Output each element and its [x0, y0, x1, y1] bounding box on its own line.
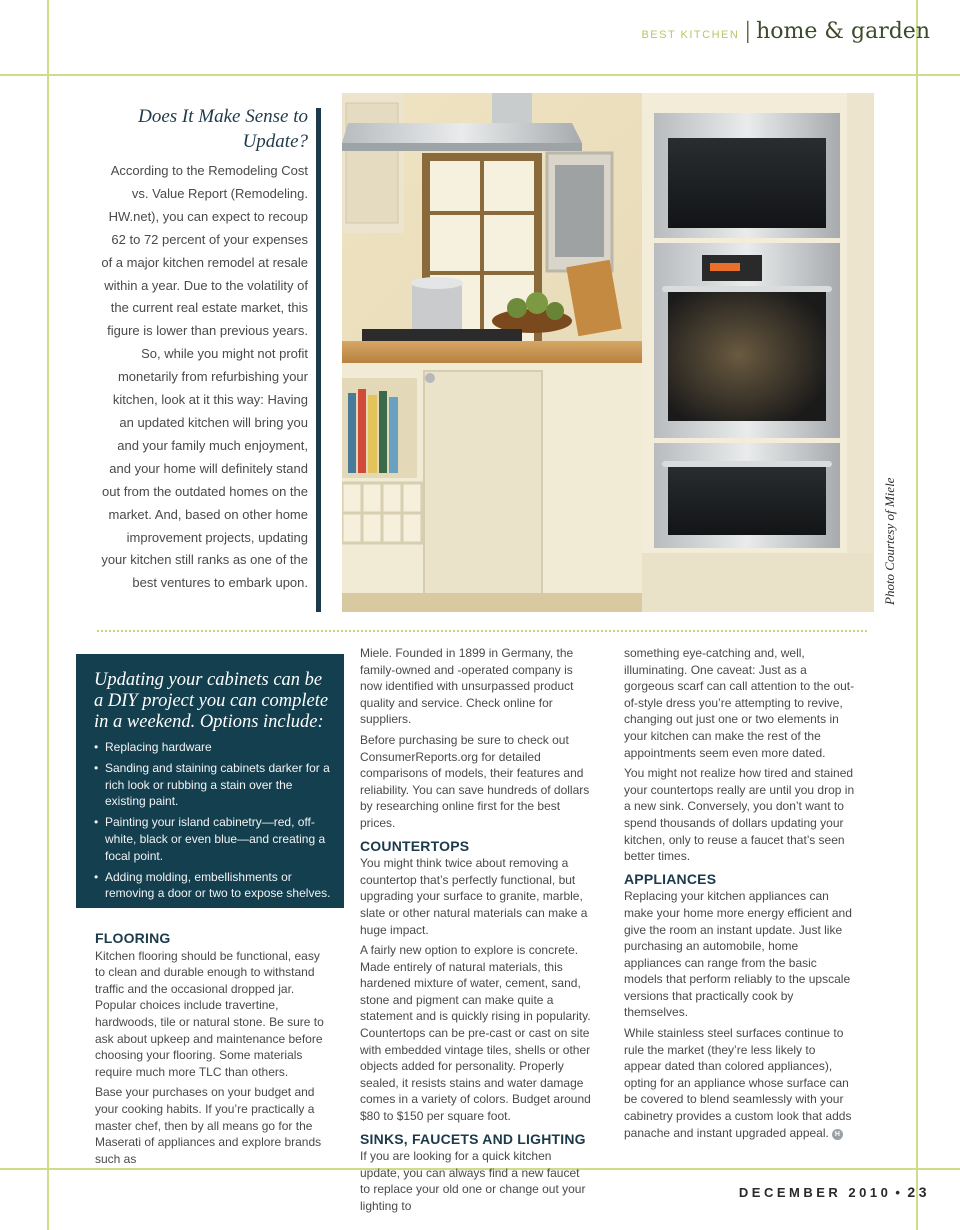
paragraph: You might think twice about removing a countertop that’s perfectly functional, but upgrading your surface to granite, marble, slate or other natural materials can make a huge impact.	[360, 856, 588, 937]
cabinet-tips-box	[76, 654, 344, 908]
dotted-divider	[97, 630, 867, 632]
sidebar-accent-rule	[316, 108, 321, 612]
kitchen-photo	[342, 93, 874, 612]
article-column-2	[360, 645, 592, 1219]
page-header	[641, 18, 930, 45]
paragraph	[624, 1025, 856, 1141]
section-heading-countertops: COUNTERTOPS	[360, 837, 470, 854]
folio-bullet: •	[895, 1185, 904, 1200]
left-frame-line	[47, 0, 49, 1230]
section-heading-flooring: FLOORING	[95, 930, 171, 946]
paragraph: Miele. Founded in 1899 in Germany, the family-owned and -operated company is now identified with unsurpassed product quality and service. Check online for suppliers.	[360, 646, 574, 727]
photo-credit: Photo Courtesy of Miele	[882, 477, 897, 605]
magazine-section-title: home & garden	[756, 19, 930, 44]
header-separator: |	[745, 18, 751, 44]
paragraph: Base your purchases on your budget and your cooking habits. If you’re practically a master chef, then by all means go for the Maserati of appliances and explore brands such as	[95, 1085, 322, 1166]
section-heading-sinks: SINKS, FAUCETS AND LIGHTING	[360, 1130, 586, 1147]
paragraph-text: While stainless steel surfaces continue to rule the market (they’re less likely to appear dated than colored appliances), opting for an appliance whose surface can be covered to blend seamlessly with your cabinetry provides a custom look that adds panache and instant upgraded appeal.	[624, 1026, 852, 1140]
cabinet-tips-list	[94, 739, 332, 902]
paragraph: If you are looking for a quick kitchen update, you can always find a new faucet to replace your old one or change out your lighting to	[360, 1149, 586, 1213]
kitchen-illustration	[342, 93, 874, 612]
issue-date: DECEMBER 2010	[738, 1185, 892, 1200]
paragraph: Kitchen flooring should be functional, easy to clean and durable enough to withstand traffic and the occasional dropped jar. Popular choices include travertine, hardwoods, tile or natural stone. Be sure to ask about upkeep and maintenance before choosing your flooring. Some materials require much more TLC than others.	[95, 948, 324, 1079]
list-item: • Replacing hardware	[94, 739, 332, 756]
section-heading-appliances: APPLIANCES	[624, 870, 717, 887]
article-column-3	[624, 645, 856, 1145]
sidebar	[100, 104, 308, 595]
list-item: • Painting your island cabinetry—red, off-white, black or even blue—and creating a focal point.	[94, 814, 332, 864]
page-number: 23	[907, 1184, 930, 1200]
right-frame-line	[916, 0, 918, 1230]
end-mark-icon: H	[832, 1129, 843, 1140]
top-frame-line	[0, 74, 960, 76]
list-item: • Adding molding, embellishments or removing a door or two to expose shelves.	[94, 869, 332, 903]
paragraph: Replacing your kitchen appliances can make your home more energy efficient and give the room an instant update. Just like purchasing an automobile, home appliances can range from the basic models that perform reliably to the upscale versions that practically cook by themselves.	[624, 889, 852, 1020]
section-label: BEST KITCHEN	[641, 29, 740, 41]
list-item: • Sanding and staining cabinets darker for a rich look or rubbing a stain over the existing paint.	[94, 760, 332, 810]
paragraph: A fairly new option to explore is concrete. Made entirely of natural materials, this hardened mixture of water, cement, sand, stone and pigment can make quite a statement and is quickly rising in popularity. Countertops can be pre-cast or cast on site with embedded vintage tiles, shells or other objects added for personality. Properly sealed, it resists stains and water damage comes in a variety of colors. Budget around $80 to $150 per square foot.	[360, 943, 591, 1124]
sidebar-body: According to the Remodeling Cost vs. Value Report (Remodeling. HW.net), you can expect to recoup 62 to 72 percent of your expenses of a major kitchen remodel at resale within a year. Due to the volatility of the current real estate market, this figure is lower than previous years. So, while you might not profit monetarily from refurbishing your kitchen, look at it this way: Having an updated kitchen will bring you and your family much enjoyment, and your home will definitely stand out from the outdated homes on the market. And, based on other home improvement projects, updating your kitchen still ranks as one of the best ventures to embark upon.	[101, 163, 308, 591]
cabinet-tips-title: Updating your cabinets can be a DIY project you can complete in a weekend. Options include:	[94, 670, 329, 732]
paragraph: something eye-catching and, well, illuminating. One caveat: Just as a gorgeous scarf can call attention to the out-of-style dress you’re attempting to revive, changing out just one or two elements in your kitchen can make the rest of the appointments seem even more dated.	[624, 646, 855, 760]
page-folio	[739, 1184, 930, 1200]
sidebar-title: Does It Make Sense to Update?	[138, 106, 308, 152]
paragraph: Before purchasing be sure to check out ConsumerReports.org for detailed comparisons of models, their features and reliability. You can save hundreds of dollars by researching online first for the best prices.	[360, 732, 590, 830]
article-column-1	[95, 924, 327, 1171]
paragraph: You might not realize how tired and stained your countertops really are until you drop in a new sink. Conversely, you don’t want to spend thousands of dollars updating your kitchen, only to reuse a faucet that’s seen better times.	[624, 766, 855, 864]
